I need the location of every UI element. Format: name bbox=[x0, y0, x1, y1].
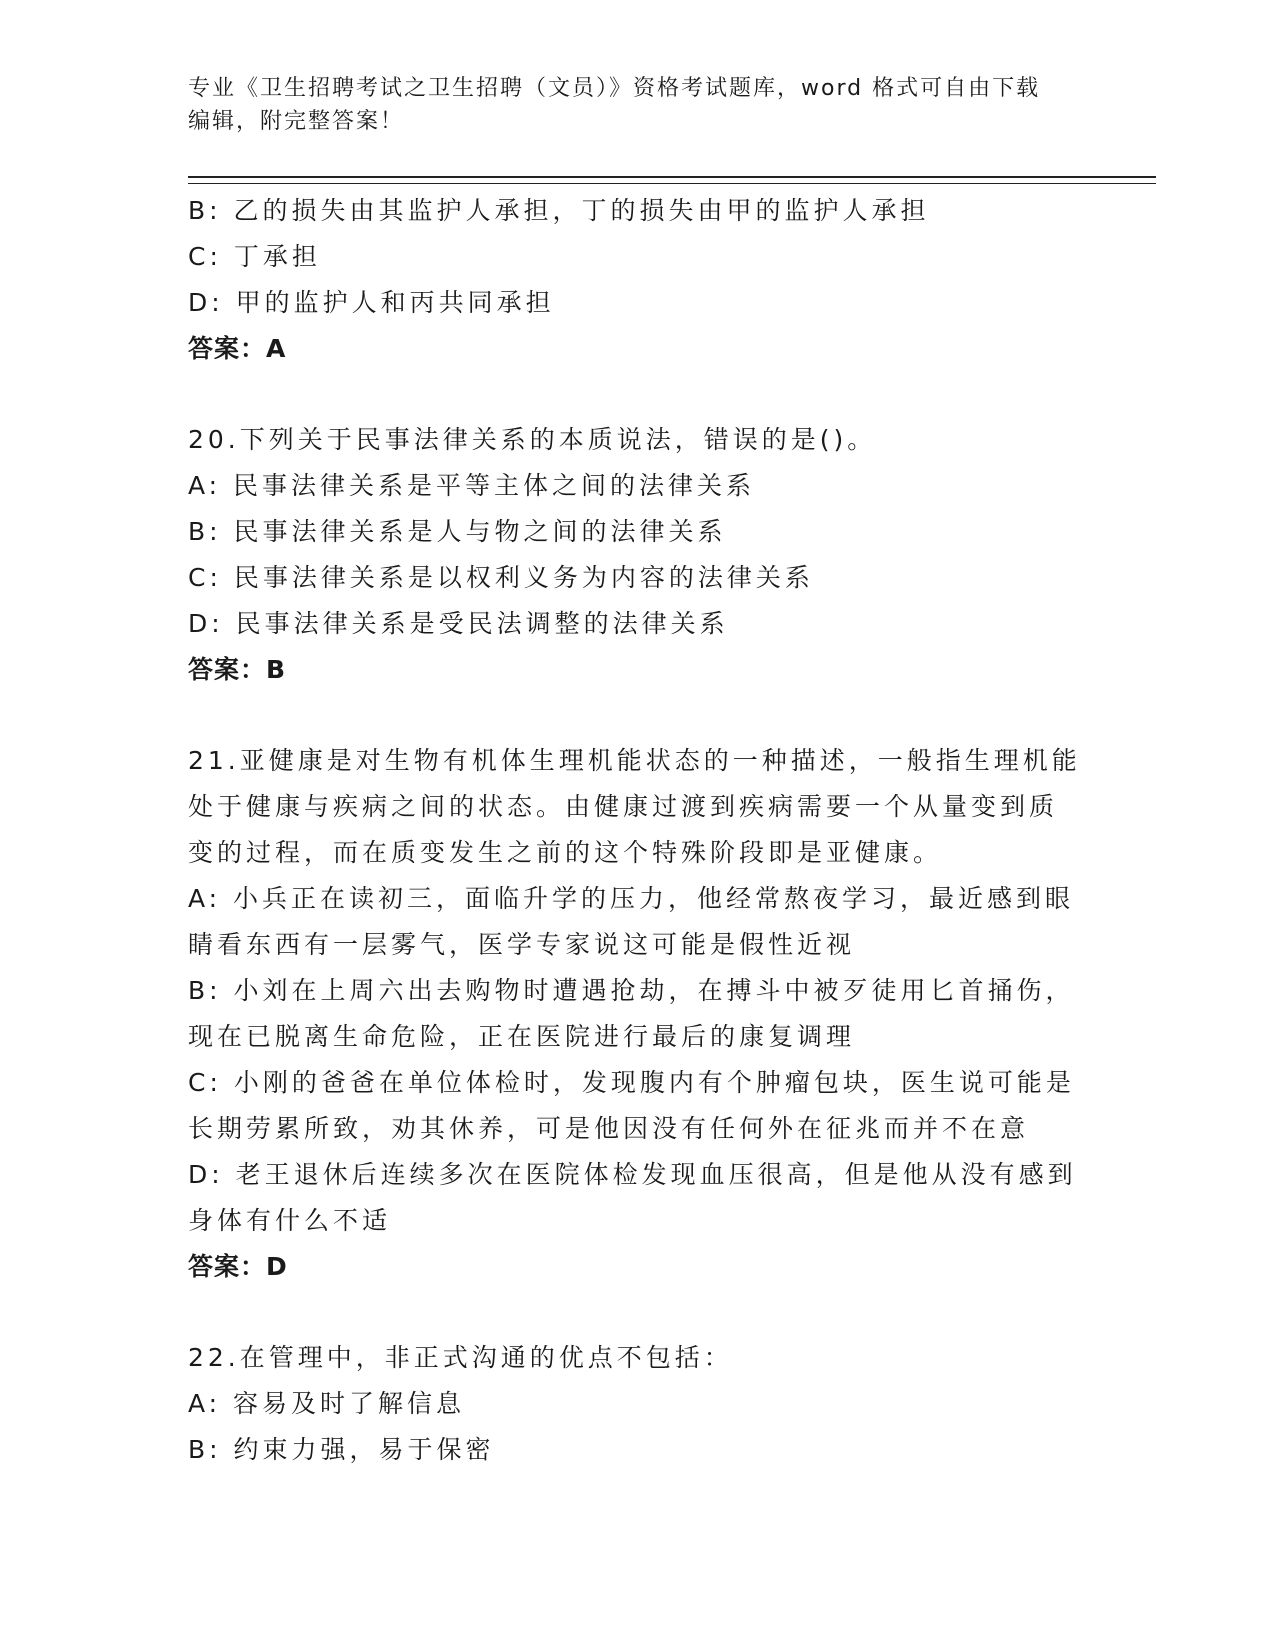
header-divider-thin bbox=[188, 183, 1156, 184]
question-22 bbox=[188, 1335, 1088, 1473]
option-b: B: 民事法律关系是人与物之间的法律关系 bbox=[188, 517, 727, 546]
question-list bbox=[188, 188, 1088, 1473]
question-stem-line-2: 处于健康与疾病之间的状态。由健康过渡到疾病需要一个从量变到质 bbox=[188, 792, 1059, 821]
option-b: B: 乙的损失由其监护人承担，丁的损失由甲的监护人承担 bbox=[188, 196, 930, 225]
option-c: C: 丁承担 bbox=[188, 242, 321, 271]
answer: 答案：D bbox=[188, 1252, 288, 1281]
option-a-line-1: A: 小兵正在读初三，面临升学的压力，他经常熬夜学习，最近感到眼 bbox=[188, 884, 1075, 913]
question-20 bbox=[188, 417, 1088, 693]
option-d: D: 民事法律关系是受民法调整的法律关系 bbox=[188, 609, 729, 638]
option-b: B: 约束力强，易于保密 bbox=[188, 1435, 495, 1464]
option-d-line-1: D: 老王退休后连续多次在医院体检发现血压很高，但是他从没有感到 bbox=[188, 1160, 1077, 1189]
spacer bbox=[188, 372, 1088, 417]
option-b-line-2: 现在已脱离生命危险，正在医院进行最后的康复调理 bbox=[188, 1022, 856, 1051]
question-stem-line-3: 变的过程，而在质变发生之前的这个特殊阶段即是亚健康。 bbox=[188, 838, 943, 867]
option-b-line-1: B: 小刘在上周六出去购物时遭遇抢劫，在搏斗中被歹徒用匕首捅伤， bbox=[188, 976, 1075, 1005]
header-line-1: 专业《卫生招聘考试之卫生招聘（文员）》资格考试题库，word 格式可自由下载 bbox=[188, 76, 1041, 101]
option-a: A: 民事法律关系是平等主体之间的法律关系 bbox=[188, 471, 756, 500]
option-c: C: 民事法律关系是以权利义务为内容的法律关系 bbox=[188, 563, 814, 592]
question-stem: 20.下列关于民事法律关系的本质说法，错误的是()。 bbox=[188, 425, 877, 454]
header-divider-thick bbox=[188, 176, 1156, 178]
question-19 bbox=[188, 188, 1088, 372]
answer: 答案：B bbox=[188, 655, 287, 684]
question-21 bbox=[188, 738, 1088, 1290]
option-c-line-1: C: 小刚的爸爸在单位体检时，发现腹内有个肿瘤包块，医生说可能是 bbox=[188, 1068, 1075, 1097]
spacer bbox=[188, 693, 1088, 738]
question-stem-line-1: 21.亚健康是对生物有机体生理机能状态的一种描述，一般指生理机能 bbox=[188, 746, 1081, 775]
document-header bbox=[188, 72, 1068, 138]
option-a-line-2: 睛看东西有一层雾气，医学专家说这可能是假性近视 bbox=[188, 930, 856, 959]
question-stem: 22.在管理中，非正式沟通的优点不包括： bbox=[188, 1343, 733, 1372]
answer: 答案：A bbox=[188, 334, 287, 363]
header-line-2: 编辑，附完整答案！ bbox=[188, 109, 405, 134]
option-c-line-2: 长期劳累所致，劝其休养，可是他因没有任何外在征兆而并不在意 bbox=[188, 1114, 1030, 1143]
option-d: D: 甲的监护人和丙共同承担 bbox=[188, 288, 555, 317]
option-d-line-2: 身体有什么不适 bbox=[188, 1206, 392, 1235]
spacer bbox=[188, 1290, 1088, 1335]
option-a: A: 容易及时了解信息 bbox=[188, 1389, 466, 1418]
